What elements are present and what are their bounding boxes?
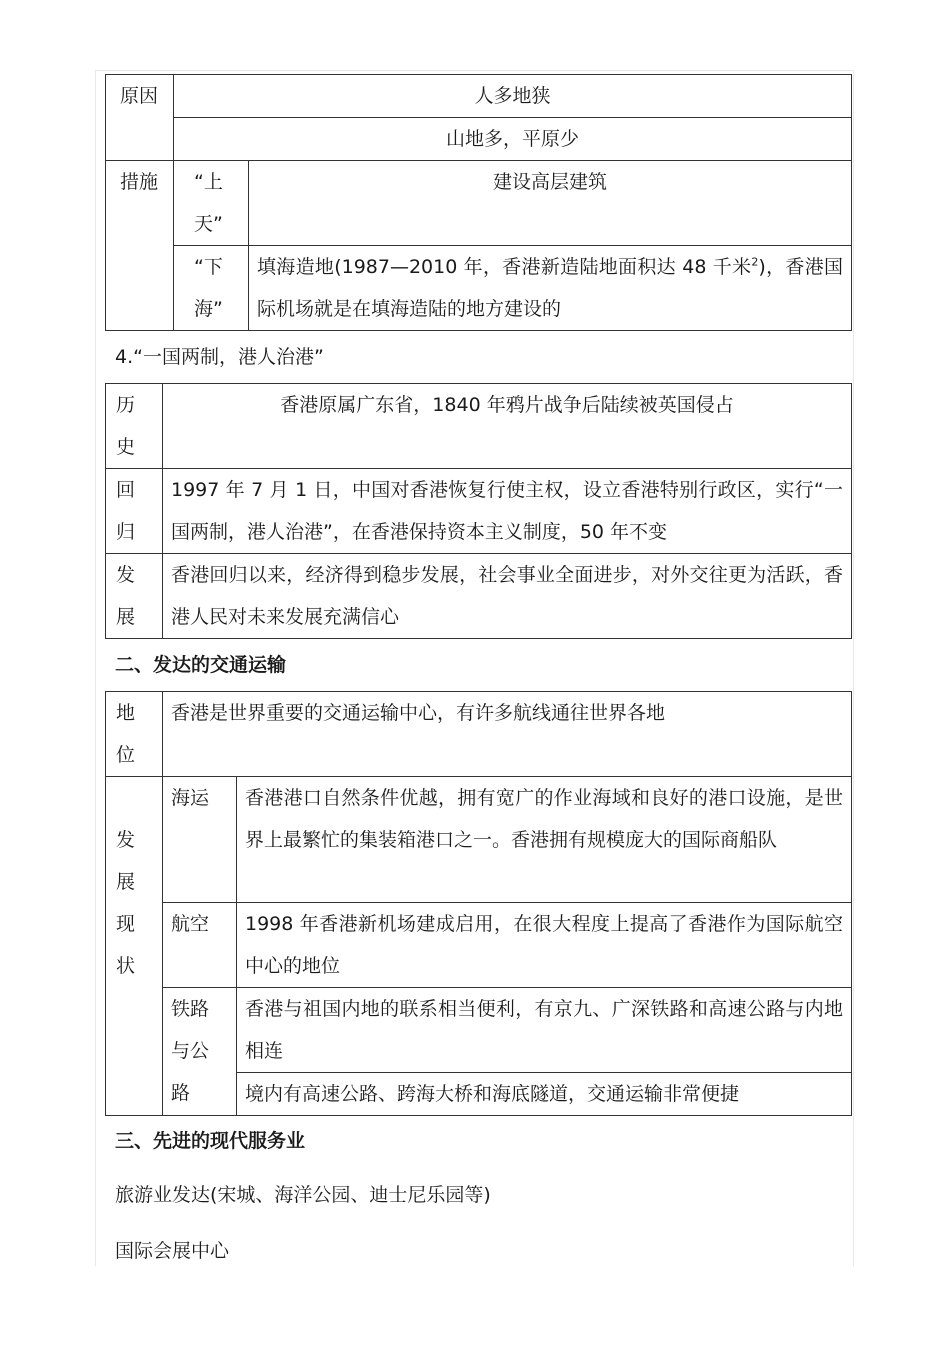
hk-history-table: [105, 383, 852, 639]
reason-label: 原因: [106, 75, 174, 161]
up-label: “上天”: [174, 161, 249, 246]
sea-text: 香港港口自然条件优越，拥有宽广的作业海域和良好的港口设施，是世界上最繁忙的集装箱港口之一。香港拥有规模庞大的国际商船队: [237, 777, 852, 903]
section-heading-4: 4.“一国两制，港人治港”: [115, 346, 324, 368]
status-text: 香港是世界重要的交通运输中心，有许多航线通往世界各地: [163, 692, 852, 777]
return-text: 1997 年 7 月 1 日，中国对香港恢复行使主权，设立香港特别行政区，实行“一国两制，港人治港”，在香港保持资本主义制度，50 年不变: [163, 469, 852, 554]
reason-1: 人多地狭: [174, 75, 852, 118]
rail-label: 铁路与公路: [163, 988, 237, 1116]
status-label: 地位: [106, 692, 163, 777]
rail-text-2: 境内有高速公路、跨海大桥和海底隧道，交通运输非常便捷: [237, 1073, 852, 1116]
measures-label: 措施: [106, 161, 174, 331]
transport-table: [105, 691, 852, 1116]
reason-2: 山地多，平原少: [174, 118, 852, 161]
down-text: 填海造地(1987—2010 年，香港新造陆地面积达 48 千米$^2$)，香港国际机场就是在填海造陆的地方建设的: [249, 246, 852, 331]
expo-text: 国际会展中心: [115, 1240, 230, 1262]
section-heading-2: 二、发达的交通运输: [115, 654, 287, 676]
current-label: 发展现状: [106, 777, 163, 1116]
land-table: [105, 74, 852, 331]
air-text: 1998 年香港新机场建成启用，在很大程度上提高了香港作为国际航空中心的地位: [237, 903, 852, 988]
air-label: 航空: [163, 903, 237, 988]
tourism-text: 旅游业发达(宋城、海洋公园、迪士尼乐园等): [115, 1184, 491, 1206]
sea-label: 海运: [163, 777, 237, 903]
up-text: 建设高层建筑: [249, 161, 852, 246]
history-label: 历史: [106, 384, 163, 469]
history-text: 香港原属广东省，1840 年鸦片战争后陆续被英国侵占: [163, 384, 852, 469]
rail-text-1: 香港与祖国内地的联系相当便利，有京九、广深铁路和高速公路与内地相连: [237, 988, 852, 1073]
down-label: “下海”: [174, 246, 249, 331]
return-label: 回归: [106, 469, 163, 554]
develop-label: 发展: [106, 554, 163, 639]
section-heading-3: 三、先进的现代服务业: [115, 1130, 306, 1152]
develop-text: 香港回归以来，经济得到稳步发展，社会事业全面进步，对外交往更为活跃，香港人民对未来发展充满信心: [163, 554, 852, 639]
